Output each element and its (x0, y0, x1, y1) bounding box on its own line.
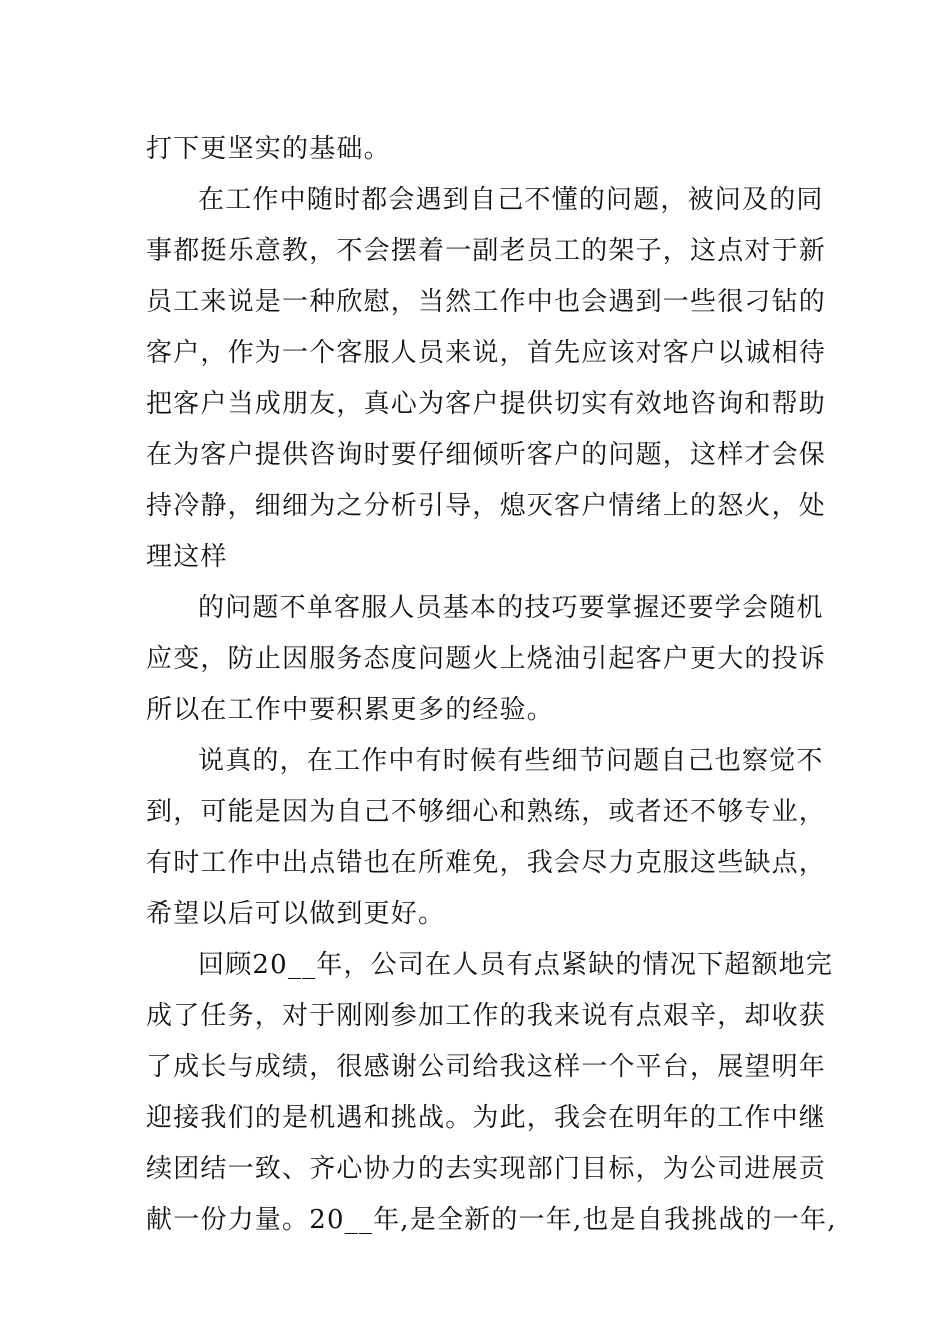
text-line: 把客户当成朋友，真心为客户提供切实有效地咨询和帮助 (146, 389, 827, 419)
text-line: 理这样 (146, 542, 228, 572)
paragraph-start-line: 在工作中随时都会遇到自己不懂的问题，被问及的同 (198, 185, 824, 215)
text-line: 希望以后可以做到更好。 (146, 899, 446, 929)
text-line: 事都挺乐意教，不会摆着一副老员工的架子，这点对于新 (146, 236, 827, 266)
text-line: 在为客户提供咨询时要仔细倾听客户的问题，这样才会保 (146, 440, 827, 470)
text-line: 到，可能是因为自己不够细心和熟练，或者还不够专业， (146, 797, 827, 827)
text-line: 打下更坚实的基础。 (146, 134, 391, 164)
text-line: 献一份力量。20__年,是全新的一年,也是自我挑战的一年, (146, 1205, 837, 1235)
text-line: 持冷静，细细为之分析引导，熄灭客户情绪上的怒火，处 (146, 491, 827, 521)
document-body (146, 124, 837, 1246)
text-line: 成了任务，对于刚刚参加工作的我来说有点艰辛，却收获 (146, 1001, 827, 1031)
text-line: 有时工作中出点错也在所难免，我会尽力克服这些缺点， (146, 848, 827, 878)
text-line: 续团结一致、齐心协力的去实现部门目标，为公司进展贡 (146, 1154, 827, 1184)
paragraph-start-line: 回顾20__年，公司在人员有点紧缺的情况下超额地完 (198, 950, 834, 980)
text-line: 员工来说是一种欣慰，当然工作中也会遇到一些很刁钻的 (146, 287, 827, 317)
text-line: 迎接我们的是机遇和挑战。为此，我会在明年的工作中继 (146, 1103, 827, 1133)
text-line: 所以在工作中要积累更多的经验。 (146, 695, 555, 725)
paragraph-start-line: 的问题不单客服人员基本的技巧要掌握还要学会随机 (198, 593, 824, 623)
paragraph-start-line: 说真的，在工作中有时候有些细节问题自己也察觉不 (198, 746, 824, 776)
text-line: 客户，作为一个客服人员来说，首先应该对客户以诚相待 (146, 338, 827, 368)
text-line: 应变，防止因服务态度问题火上烧油引起客户更大的投诉 (146, 644, 827, 674)
text-line: 了成长与成绩，很感谢公司给我这样一个平台，展望明年 (146, 1052, 827, 1082)
